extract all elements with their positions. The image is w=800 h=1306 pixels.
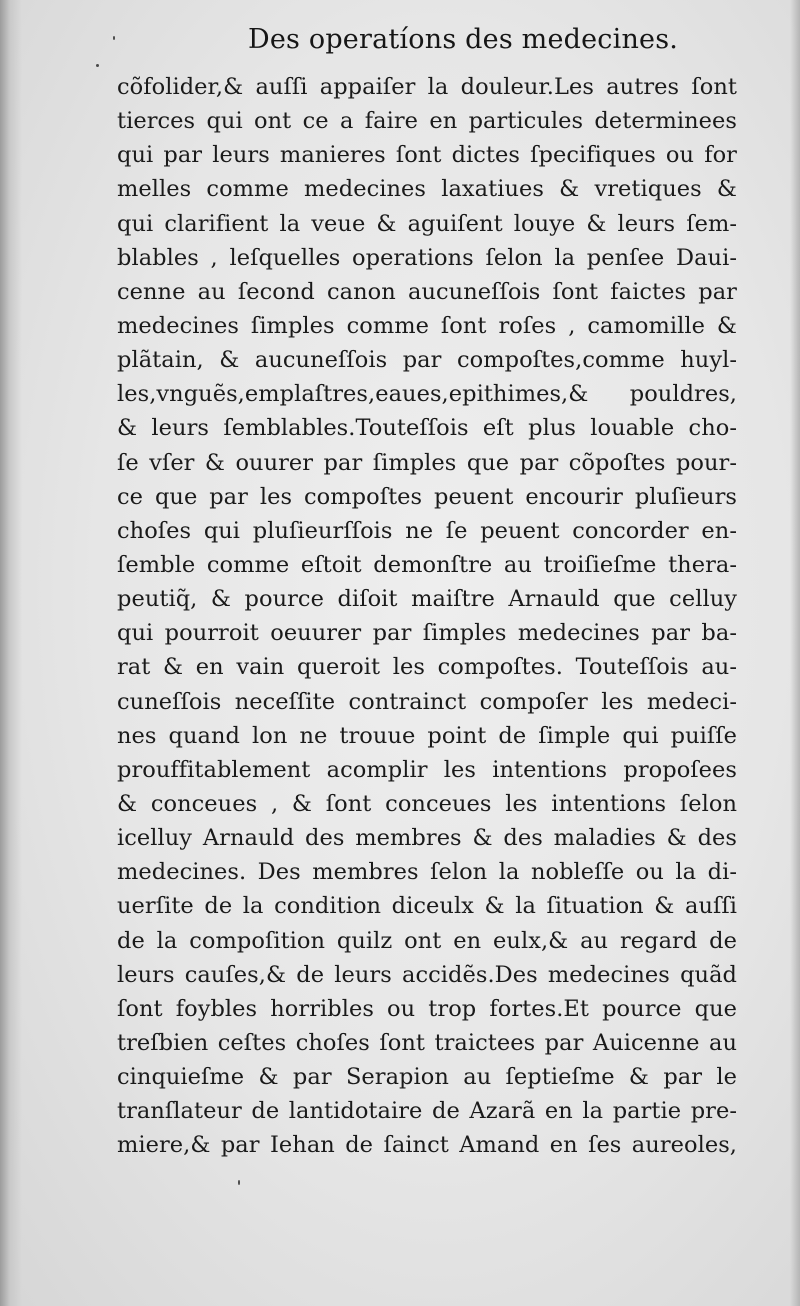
text-line: cõfolider,& auſſi appaiſer la douleur.Les autres ſont [117,74,737,100]
text-line: choſes qui pluſieurſſois ne ſe peuent concorder en- [117,517,737,544]
text-line: icelluy Arnauld des membres & des maladies & des [117,825,737,852]
ink-speck [113,36,115,40]
text-line: treſbien ceſtes choſes ſont traictees par Auicenne au [117,1029,737,1056]
text-line: peutiq̃, & pource diſoit maiſtre Arnauld que celluy [117,586,737,613]
text-line: ſont foybles horribles ou trop fortes.Et pource que [117,995,737,1022]
text-line: de la compoſition quilz ont en eulx,& au regard de [117,927,737,954]
text-line: qui par leurs manieres ſont dictes ſpecifiques ou for [117,142,737,169]
text-line: cenne au ſecond canon aucuneſſois ſont faictes par [117,278,737,305]
running-head: Des operatíons des medecines. [248,24,679,55]
text-line: ce que par les compoſtes peuent encourir pluſieurs [117,483,737,510]
text-line: les,vnguẽs,emplaſtres,eaues,epithimes,& pouldres, [117,381,737,408]
text-line: ſemble comme eſtoit demonſtre au troiſieſme thera- [117,551,737,578]
text-line: miere,& par Iehan de ſainct Amand en ſes aureoles, [117,1132,737,1159]
ink-speck [96,64,99,67]
text-line: leurs cauſes,& de leurs accidẽs.Des medecines quãd [117,961,737,988]
text-line: melles comme medecines laxatiues & vretiques & [117,176,737,203]
ink-speck [238,1180,240,1185]
text-line: & leurs ſemblables.Touteſſois eſt plus louable cho- [117,415,737,442]
text-line: plãtain, & aucuneſſois par compoſtes,comme huyl- [117,347,737,374]
text-line: ſe vſer & ouurer par ſimples que par cõpoſtes pour- [117,449,737,476]
text-line: qui clarifient la veue & aguiſent louye & leurs ſem- [117,210,737,237]
text-line: cinquieſme & par Serapion au ſeptieſme & par le [117,1064,737,1091]
text-line: prouffitablement acomplir les intentions propoſees [117,756,737,783]
body-text [117,70,737,1163]
text-line: uerſite de la condition diceulx & la ſituation & auſſi [117,893,737,920]
text-line: rat & en vain queroit les compoſtes. Touteſſois au- [117,654,737,681]
text-line: cuneſſois neceſſite contrainct compoſer les medeci- [117,688,737,715]
page-edge-shadow [790,0,800,1306]
gutter-shadow [0,0,22,1306]
text-line: tierces qui ont ce a faire en particules determinees [117,108,737,135]
text-line: & conceues , & ſont conceues les intentions ſelon [117,790,737,817]
text-line: medecines ſimples comme ſont roſes , camomille & [117,312,737,339]
text-line: tranſlateur de lantidotaire de Azarã en la partie pre- [117,1098,737,1125]
text-line: medecines. Des membres ſelon la nobleſſe ou la di- [117,859,737,886]
text-line: blables , leſquelles operations ſelon la penſee Daui- [117,244,737,271]
text-line: nes quand lon ne trouue point de ſimple qui puiſſe [117,722,737,749]
text-line: qui pourroit oeuurer par ſimples medecines par ba- [117,620,737,647]
